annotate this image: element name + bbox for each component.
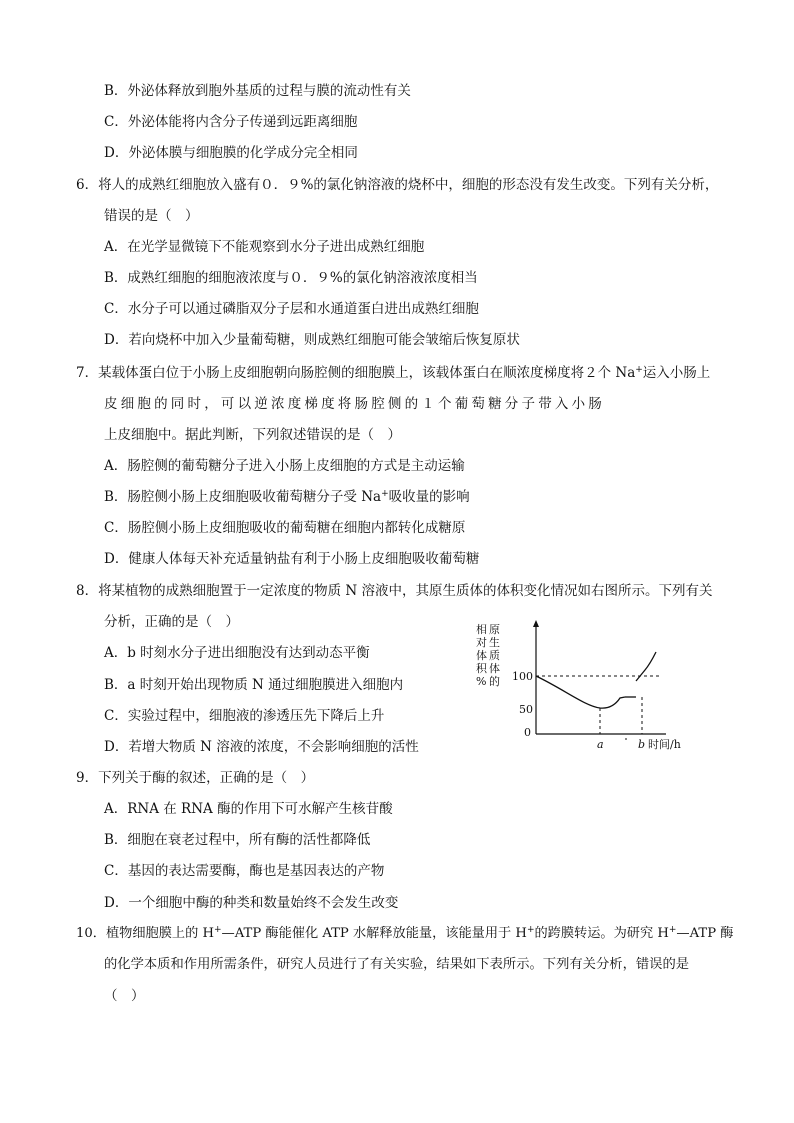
superscript: + [381, 489, 389, 499]
q8-option-b: B．a 时刻开始出现物质 N 通过细胞膜进入细胞内 [104, 677, 404, 693]
y-tick-100: 100 [512, 670, 533, 683]
q7-stem-line2: 皮细胞的同时，可以逆浓度梯度将肠腔侧的１个葡萄糖分子带入小肠 [104, 396, 605, 412]
y-tick-0: 0 [524, 726, 531, 739]
q10-stem-part: 的跨膜转运。为研究 H [534, 926, 669, 941]
q6-stem-line2: 错误的是（ ） [104, 208, 199, 224]
q5-option-c: C．外泌体能将内含分子传递到远距离细胞 [104, 114, 358, 130]
q8-stem-line1: 8．将某植物的成熟细胞置于一定浓度的物质 N 溶液中，其原生质体的体积变化情况如右图所示。下列有关 [76, 583, 713, 599]
superscript: + [635, 365, 643, 375]
superscript: + [526, 925, 535, 935]
q8-option-d: D．若增大物质 N 溶液的浓度，不会影响细胞的活性 [104, 739, 419, 755]
q7-stem-part: 7．某载体蛋白位于小肠上皮细胞朝向肠腔侧的细胞膜上，该载体蛋白在顺浓度梯度将２个 Na [76, 365, 636, 381]
q7-stem-part: 运入小肠上 [642, 365, 711, 381]
q6-option-c: C．水分子可以通过磷脂双分子层和水通道蛋白进出成熟红细胞 [104, 301, 479, 317]
q10-stem-line2: 的化学本质和作用所需条件，研究人员进行了有关实验，结果如下表所示。下列有关分析，错误的是 [104, 957, 690, 972]
q7-option-d: D．健康人体每天补充适量钠盐有利于小肠上皮细胞吸收葡萄糖 [104, 551, 480, 567]
protoplast-volume-graph [470, 618, 710, 758]
q7-option-b-part: B．肠腔侧小肠上皮细胞吸收葡萄糖分子受 Na [104, 489, 382, 505]
q7-stem-line1 [76, 363, 710, 383]
q6-option-a: A．在光学显微镜下不能观察到水分子进出成熟红细胞 [104, 239, 425, 255]
q9-option-a: A．RNA 在 RNA 酶的作用下可水解产生核苷酸 [104, 801, 393, 817]
q6-option-b: B．成熟红细胞的细胞液浓度与０．９%的氯化钠溶液浓度相当 [104, 270, 478, 286]
y-label-char: 对 [476, 636, 487, 649]
q9-stem: 9．下列关于酶的叙述，正确的是（ ） [76, 770, 315, 786]
q10-stem-part: 10．植物细胞膜上的 H [76, 926, 214, 941]
y-tick-50: 50 [519, 703, 533, 716]
y-label-char: 体 [476, 649, 487, 662]
q9-option-b: B．细胞在衰老过程中，所有酶的活性都降低 [104, 832, 371, 848]
x-axis-label: 时间/h [648, 738, 681, 751]
y-label-char: 的 [489, 675, 500, 688]
q8-option-c: C．实验过程中，细胞液的渗透压先下降后上升 [104, 708, 385, 724]
q5-option-b: B．外泌体释放到胞外基质的过程与膜的流动性有关 [104, 83, 411, 99]
q6-option-d: D．若向烧杯中加入少量葡萄糖，则成熟红细胞可能会皱缩后恢复原状 [104, 332, 520, 348]
superscript: + [213, 925, 222, 935]
q9-option-c: C．基因的表达需要酶，酶也是基因表达的产物 [104, 863, 385, 879]
y-label-char: 体 [489, 662, 500, 675]
y-label-char: 积 [476, 662, 487, 675]
q8-stem-line2: 分析，正确的是（ ） [104, 614, 239, 630]
x-label-b: b [638, 738, 646, 751]
q7-option-b-part: 吸收量的影响 [388, 489, 470, 505]
y-label-char: 原 [489, 623, 500, 636]
q6-stem-line1: 6．将人的成熟红细胞放入盛有０．９%的氯化钠溶液的烧杯中，细胞的形态没有发生改变。下列有关分析， [76, 177, 719, 193]
q7-option-c: C．肠腔侧小肠上皮细胞吸收的葡萄糖在细胞内都转化成糖原 [104, 520, 466, 536]
y-label-char: 质 [489, 649, 500, 662]
volume-curve-rise [636, 652, 656, 681]
q7-option-a: A．肠腔侧的葡萄糖分子进入小肠上皮细胞的方式是主动运输 [104, 458, 465, 474]
q7-option-b [104, 487, 470, 507]
volume-curve-descent [536, 676, 625, 708]
y-label-char: 生 [489, 636, 500, 649]
q9-option-d: D．一个细胞中酶的种类和数量始终不会发生改变 [104, 895, 399, 911]
x-label-a: a [597, 738, 604, 751]
y-axis-label [476, 622, 500, 688]
q7-stem-line3: 上皮细胞中。据此判断，下列叙述错误的是（ ） [104, 427, 401, 443]
q10-stem-line3: （ ） [104, 988, 145, 1004]
q10-stem-part: —ATP 酶能催化 ATP 水解释放能量，该能量用于 H [221, 926, 527, 941]
y-axis-arrow [533, 620, 539, 627]
y-label-char: 相 [476, 623, 487, 636]
superscript: + [668, 925, 677, 935]
q8-option-a: A．b 时刻水分子进出细胞没有达到动态平衡 [104, 645, 370, 661]
y-label-char: % [476, 675, 487, 688]
q10-stem-line1 [76, 924, 733, 944]
q5-option-d: D．外泌体膜与细胞膜的化学成分完全相同 [104, 145, 358, 161]
q10-stem-part: —ATP 酶 [676, 926, 734, 941]
